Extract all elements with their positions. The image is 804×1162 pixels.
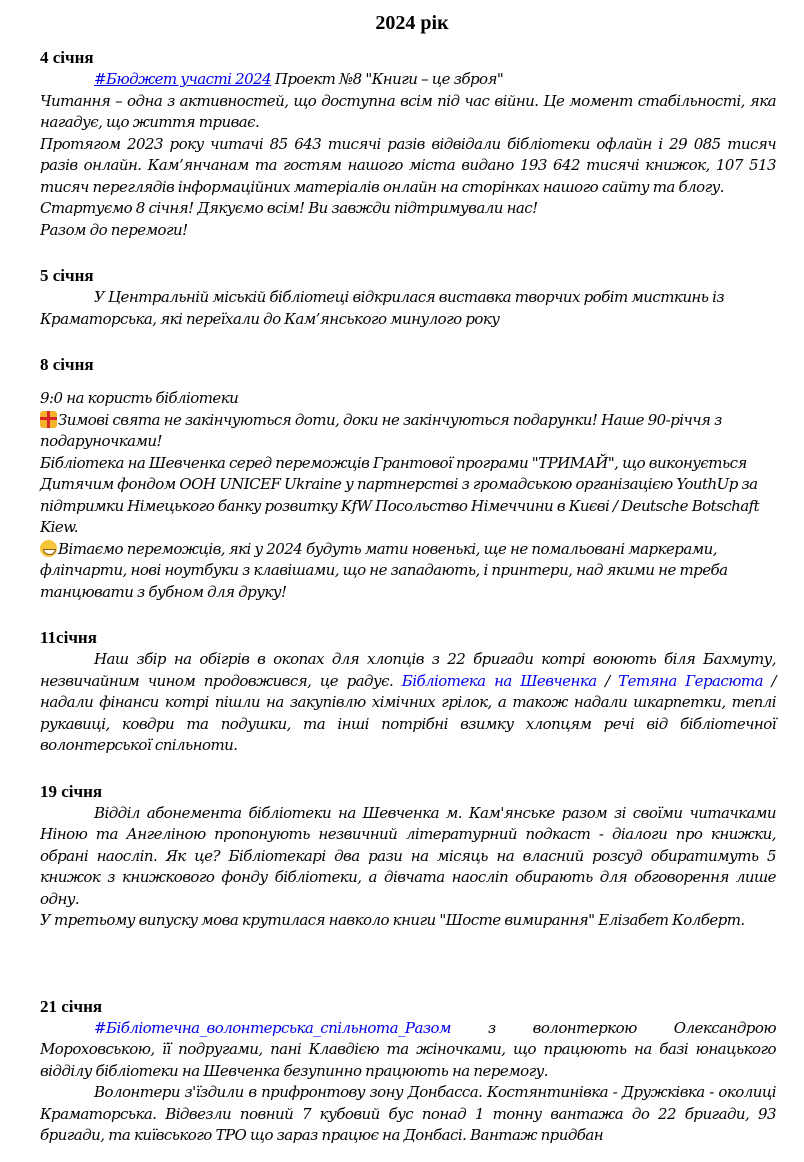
entry-paragraph: У Центральній міській бібліотеці відкрилася виставка творчих робіт мисткинь із Краматорська, які переїхали до Кам’янського минулого року — [40, 288, 724, 328]
entry-jan-21 — [40, 996, 776, 1147]
entry-paragraph: Бібліотека на Шевченка серед переможців Грантової програми "ТРИМАЙ", що виконується Дитячим фондом ООН UNICEF Ukraine у партнерстві з громадською організацією YouthUp за підтримки Німецького банку розвитку KfW Посольство Німеччини в Києві / Deutsche Botschaft Kiew. — [40, 453, 760, 536]
entry-text: / надали фінанси котрі пішли на закупівлю хімічних грілок, а також надали шкарпетки, теплі рукавиці, ковдри та подушки, та інші потрібні взимку хлопцям речі від бібліотечної волонтерської спільноти. — [40, 671, 776, 754]
entry-text: з волонтеркою Олександрою Мороховською, її подругами, пані Клавдією та жіночками, що працюють на базі юнацького відділу бібліотеки на Шевченка безупинно працюють на перемогу. — [40, 1018, 776, 1080]
entry-date: 4 січня — [40, 48, 94, 67]
hashtag-link[interactable]: #Бібліотечна_волонтерська_спільнота_Разом — [94, 1018, 451, 1037]
entry-text: Зимові свята не закінчуються доти, доки не закінчуються подарунки! Наше 90-річчя з подаруночками! — [40, 410, 722, 450]
entry-paragraph — [40, 1018, 776, 1083]
entry-paragraph — [40, 69, 776, 91]
entry-paragraph — [40, 410, 776, 453]
entry-jan-4 — [40, 47, 776, 241]
entry-date: 11січня — [40, 628, 97, 647]
entry-paragraph: Разом до перемоги! — [40, 220, 188, 239]
entry-text: Вітаємо переможців, які у 2024 будуть мати новенькі, ще не помальовані маркерами, фліпчарти, нові ноутбуки з клавішами, що не западають, і принтери, над якими не треба танцювати з бубном для друку! — [40, 539, 728, 601]
gift-icon — [40, 411, 57, 428]
entry-jan-11 — [40, 627, 776, 757]
separator: / — [596, 671, 619, 690]
entry-text: Наш збір на обігрів в окопах для хлопців з 22 бригади котрі воюють біля Бахмуту, незвичайним чином продовжився, це радує. — [40, 650, 776, 690]
entry-paragraph: Читання – одна з активностей, що доступна всім під час війни. Це момент стабільності, яка нагадує, що життя триває. — [40, 91, 776, 131]
entry-paragraph: Волонтери з'їздили в прифронтову зону Донбасса. Костянтинівка - Дружківка - околиці Краматорська. Відвезли повний 7 кубовий бус понад 1 тонну вантажа до 22 бригади, 93 бригади, та київського ТРО що зараз працює на Донбасі. Вантаж придбан — [40, 1083, 776, 1144]
entry-paragraph — [40, 649, 776, 757]
entry-jan-5 — [40, 265, 776, 330]
entry-paragraph: У третьому випуску мова крутилася навколо книги "Шосте вимирання" Елізабет Колберт. — [40, 911, 745, 929]
hashtag-link[interactable]: #Бюджет участі 2024 — [94, 70, 272, 88]
person-link[interactable]: Тетяна Герасюта — [618, 671, 763, 690]
document-page — [40, 0, 776, 1147]
grinning-face-icon — [40, 540, 57, 557]
entry-date: 21 січня — [40, 996, 103, 1016]
entry-date: 5 січня — [40, 266, 94, 285]
entry-paragraph: 9:0 на користь бібліотеки — [40, 389, 239, 407]
project-title: Проект №8 "Книги – це зброя" — [271, 70, 504, 88]
entry-date: 19 січня — [40, 781, 103, 801]
entry-jan-19 — [40, 781, 776, 932]
library-link[interactable]: Бібліотека на Шевченка — [401, 671, 597, 690]
entry-jan-8 — [40, 354, 776, 603]
entry-paragraph: Стартуємо 8 січня! Дякуємо всім! Ви завжди підтримували нас! — [40, 199, 538, 217]
entry-paragraph — [40, 539, 776, 604]
page-title: 2024 рік — [375, 12, 449, 34]
entry-paragraph: Протягом 2023 року читачі 85 643 тисячі разів відвідали бібліотеки офлайн і 29 085 тисяч разів онлайн. Кам’янчанам та гостям нашого міста видано 193 642 тисячі книжок, 107 513 тисяч переглядів інформаційних матеріалів онлайн на сторінках нашого сайту та блогу. — [40, 134, 776, 196]
entry-date: 8 січня — [40, 355, 94, 374]
entry-paragraph: Відділ абонемента бібліотеки на Шевченка м. Кам'янське разом зі своїми читачками Ніною та Ангеліною пропонують незвичний літературний подкаст - діалоги про книжки, обрані наосліп. Як це? Бібліотекарі два рази на місяць на власний розсуд обиратимуть 5 книжок з книжкового фонду бібліотеки, а дівчата наосліп обирають для обговорення лише одну. — [40, 803, 776, 908]
